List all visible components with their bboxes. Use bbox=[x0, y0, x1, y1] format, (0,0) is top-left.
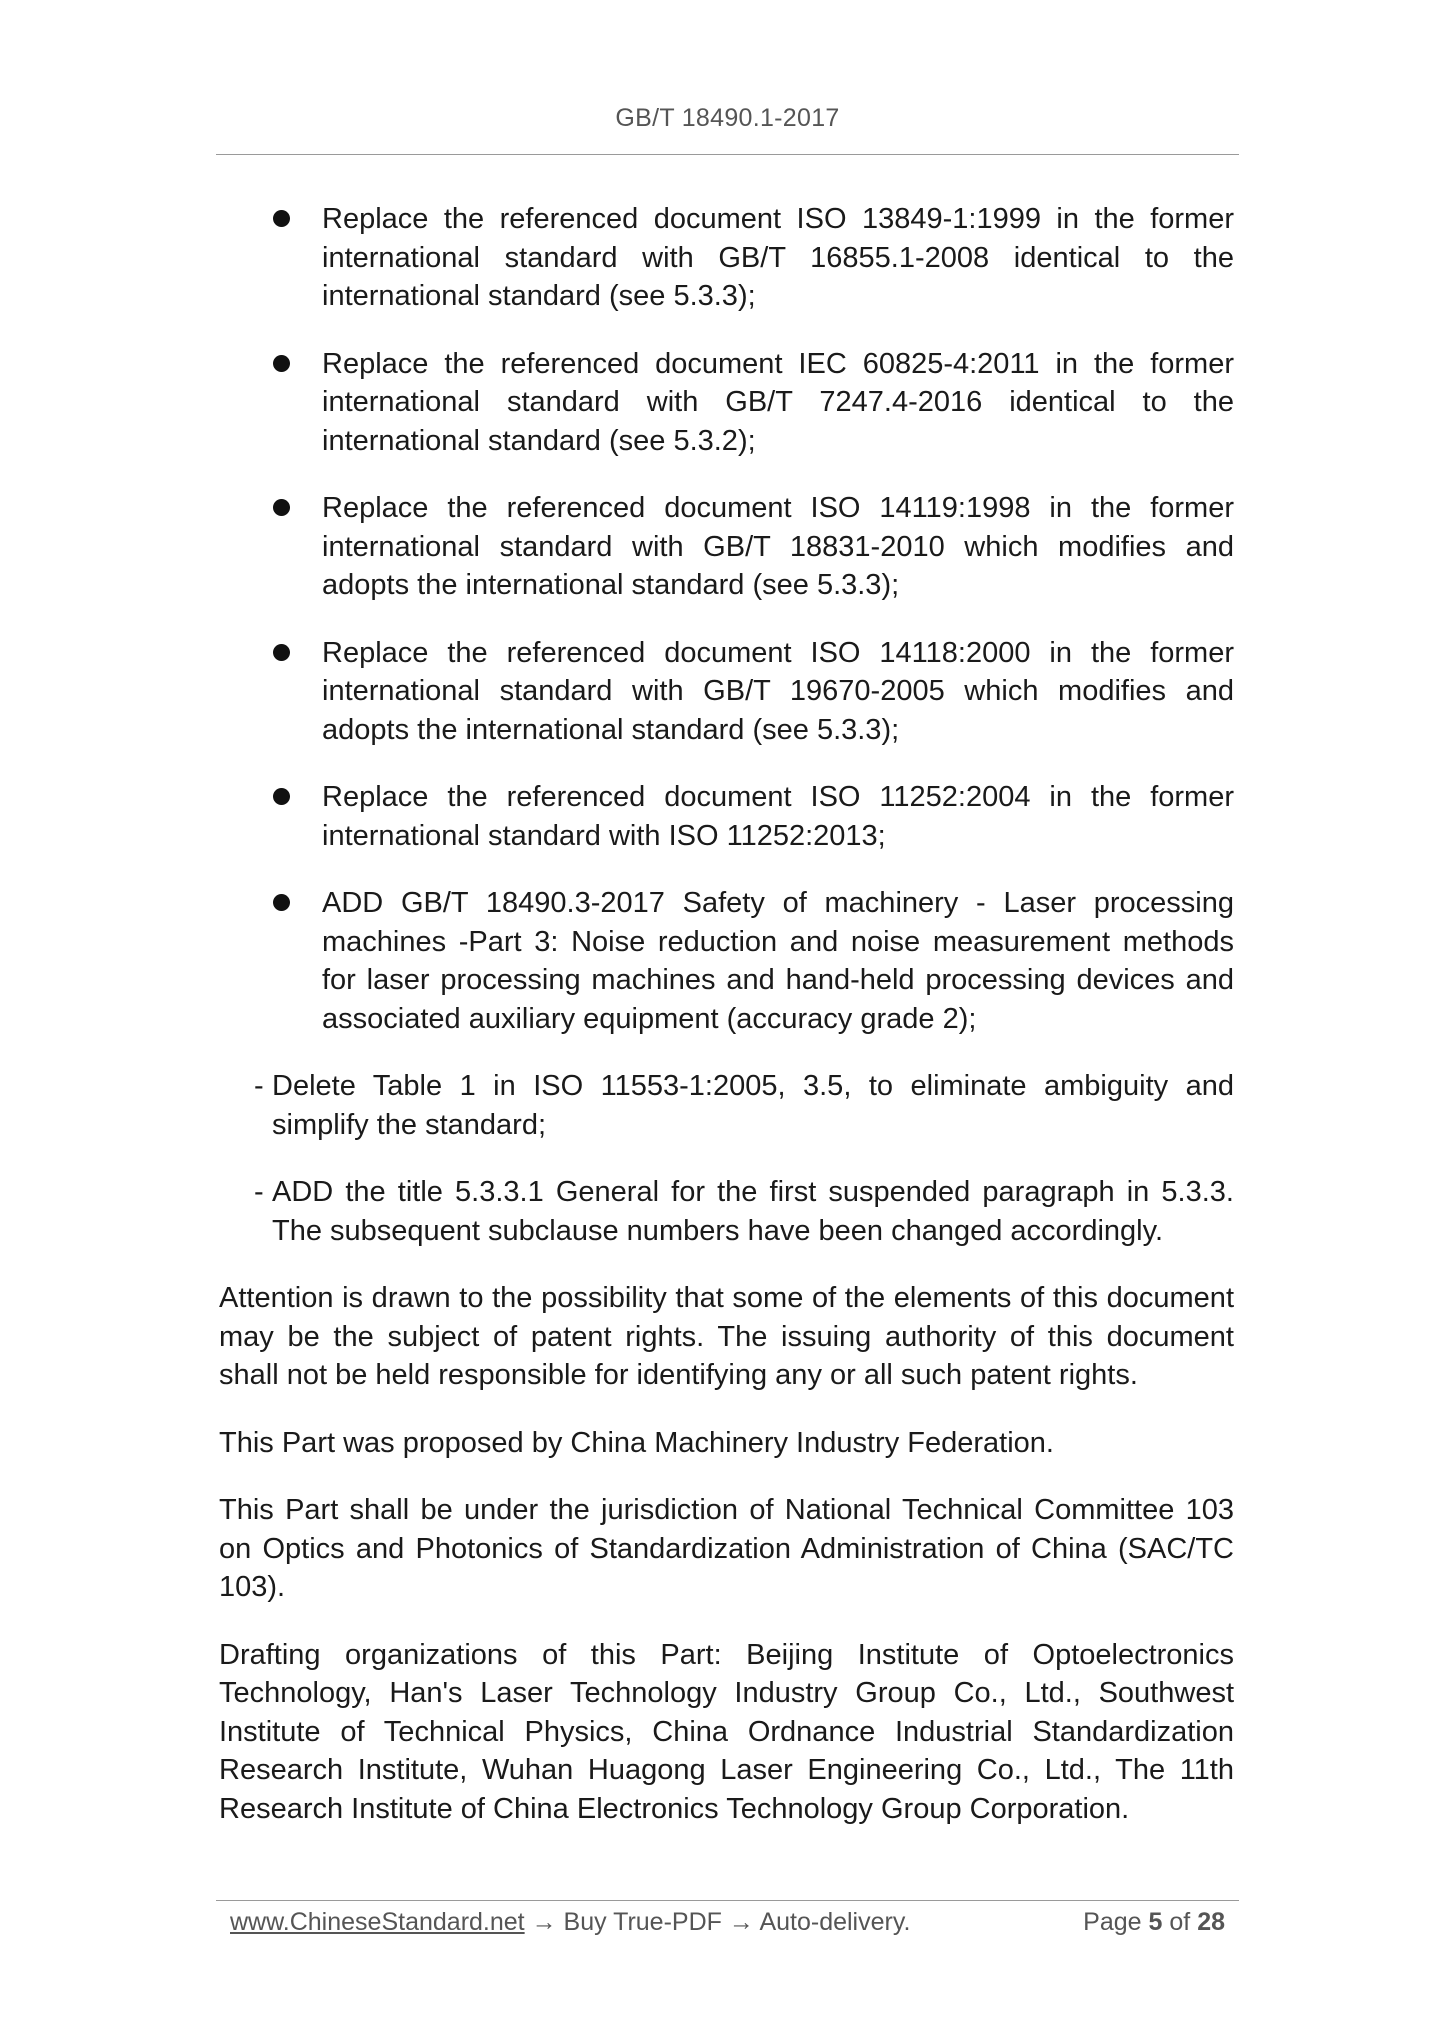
page-footer bbox=[230, 1908, 1225, 1937]
bullet-item bbox=[219, 634, 1234, 750]
bullet-dot-icon bbox=[273, 788, 290, 805]
dash-mark: - bbox=[254, 1176, 264, 1208]
page-total: 28 bbox=[1197, 1908, 1225, 1936]
bullet-item bbox=[219, 489, 1234, 605]
page-number bbox=[1083, 1908, 1225, 1937]
bullet-dot-icon bbox=[273, 499, 290, 516]
footer-promo bbox=[230, 1908, 910, 1937]
dash-item-delete-table bbox=[219, 1067, 1234, 1144]
proposed-paragraph: This Part was proposed by China Machinery Industry Federation. bbox=[219, 1426, 1054, 1459]
arrow-right-icon: → bbox=[531, 1908, 557, 1936]
header-divider bbox=[216, 154, 1239, 155]
page-current: 5 bbox=[1148, 1908, 1163, 1936]
bullet-item bbox=[219, 884, 1234, 1038]
drafting-paragraph: Drafting organizations of this Part: Beijing Institute of Optoelectronics Technology, Han's Laser Technology Industry Group Co., Ltd., Southwest Institute of Technical Physics, China Ordnance Industrial Standardization Research Institute, Wuhan Huagong Laser Engineering Co., Ltd., The 11th Research Institute of China Electronics Technology Group Corporation. bbox=[219, 1638, 1234, 1825]
bullet-text: Replace the referenced document ISO 14119:1998 in the former international standard with GB/T 18831-2010 which modifies and adopts the international standard (see 5.3.3); bbox=[322, 492, 1234, 601]
page-label: Page bbox=[1083, 1908, 1142, 1936]
delivery-text: Auto-delivery. bbox=[759, 1908, 911, 1936]
jurisdiction-paragraph: This Part shall be under the jurisdiction of National Technical Committee 103 on Optics and Photonics of Standardization Administration of China (SAC/TC 103). bbox=[219, 1494, 1234, 1603]
dash-mark: - bbox=[254, 1070, 264, 1102]
dash-item-add-title bbox=[219, 1173, 1234, 1250]
bullet-dot-icon bbox=[273, 894, 290, 911]
bullet-item bbox=[219, 345, 1234, 461]
document-body bbox=[219, 200, 1234, 1857]
footer-divider bbox=[216, 1900, 1239, 1901]
arrow-right-icon: → bbox=[728, 1908, 754, 1936]
bullet-dot-icon bbox=[273, 644, 290, 661]
of-label: of bbox=[1169, 1908, 1191, 1936]
dash-item-text: ADD the title 5.3.3.1 General for the first suspended paragraph in 5.3.3. The subsequent subclause numbers have been changed accordingly. bbox=[272, 1176, 1234, 1247]
bullet-dot-icon bbox=[273, 355, 290, 372]
bullet-text: Replace the referenced document ISO 14118:2000 in the former international standard with GB/T 19670-2005 which modifies and adopts the international standard (see 5.3.3); bbox=[322, 636, 1234, 746]
patent-paragraph: Attention is drawn to the possibility that some of the elements of this document may be the subject of patent rights. The issuing authority of this document shall not be held responsible for identifying any or all such patent rights. bbox=[219, 1282, 1234, 1391]
bullet-item bbox=[219, 200, 1234, 316]
bullet-text: Replace the referenced document IEC 60825-4:2011 in the former international standard with GB/T 7247.4-2016 identical to the international standard (see 5.3.2); bbox=[322, 347, 1234, 457]
page-header-doc-id: GB/T 18490.1-2017 bbox=[615, 104, 840, 132]
bullet-text: Replace the referenced document ISO 13849-1:1999 in the former international standard with GB/T 16855.1-2008 identical to the international standard (see 5.3.3); bbox=[322, 203, 1234, 312]
buy-text: Buy True-PDF bbox=[563, 1908, 722, 1936]
dash-item-text: Delete Table 1 in ISO 11553-1:2005, 3.5, to eliminate ambiguity and simplify the standard; bbox=[272, 1070, 1234, 1141]
bullet-list bbox=[219, 200, 1234, 1038]
bullet-text: ADD GB/T 18490.3-2017 Safety of machinery - Laser processing machines -Part 3: Noise reduction and noise measurement methods for laser processing machines and hand-held processing devices and associated auxiliary equipment (accuracy grade 2); bbox=[322, 887, 1234, 1035]
bullet-item bbox=[219, 778, 1234, 855]
website-link[interactable]: www.ChineseStandard.net bbox=[230, 1908, 525, 1936]
bullet-text: Replace the referenced document ISO 11252:2004 in the former international standard with ISO 11252:2013; bbox=[322, 781, 1234, 852]
bullet-dot-icon bbox=[273, 210, 290, 227]
